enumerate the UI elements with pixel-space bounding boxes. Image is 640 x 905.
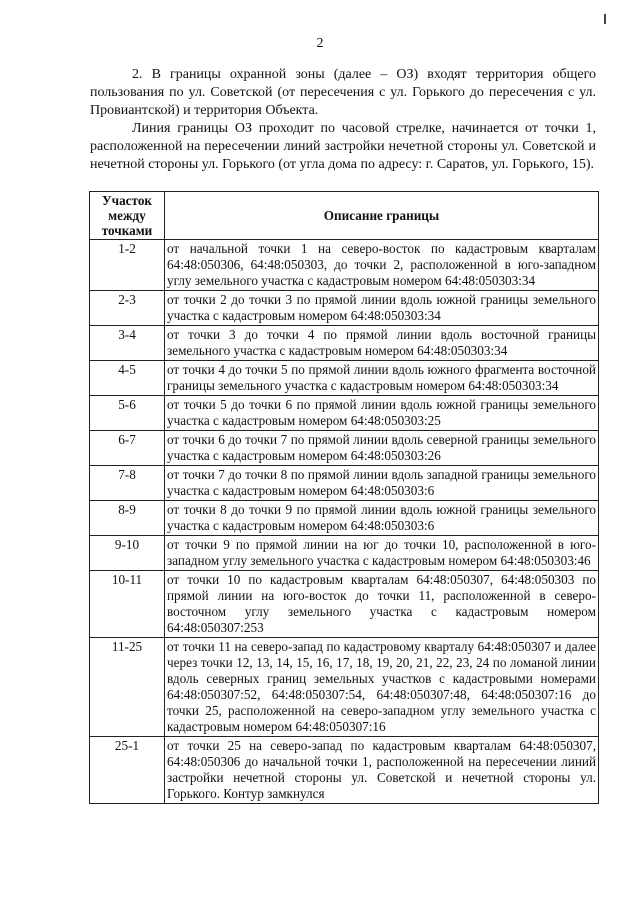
description-cell: от точки 10 по кадастровым кварталам 64:48:050307, 64:48:050303 по прямой линии на юго-восток до точки 11, расположенной в северо-восточном углу земельного участка с кадастровым номером 64:48:050307:253 bbox=[165, 571, 599, 638]
table-row bbox=[90, 291, 599, 326]
table-row bbox=[90, 737, 599, 804]
table-row bbox=[90, 536, 599, 571]
segment-cell: 11-25 bbox=[90, 638, 165, 737]
segment-cell: 5-6 bbox=[90, 396, 165, 431]
description-cell: от точки 6 до точки 7 по прямой линии вдоль северной границы земельного участка с кадастровым номером 64:48:050303:26 bbox=[165, 431, 599, 466]
segment-cell: 1-2 bbox=[90, 240, 165, 291]
description-cell: от точки 2 до точки 3 по прямой линии вдоль южной границы земельного участка с кадастровым номером 64:48:050303:34 bbox=[165, 291, 599, 326]
intro-text bbox=[90, 66, 596, 174]
segment-cell: 25-1 bbox=[90, 737, 165, 804]
page-number: 2 bbox=[316, 36, 324, 51]
description-cell: от точки 11 на северо-запад по кадастровому кварталу 64:48:050307 и далее через точки 12, 13, 14, 15, 16, 17, 18, 19, 20, 21, 22, 23, 24 по ломаной линии вдоль северных границ земельных участков с кадастровыми номерами 64:48:050307:52, 64:48:050307:54, 64:48:050307:48, 64:48:050307:16 до точки 25, расположенной на северо-западном углу земельного участка с кадастровым номером 64:48:050307:16 bbox=[165, 638, 599, 737]
table-header-row bbox=[90, 192, 599, 240]
segment-cell: 6-7 bbox=[90, 431, 165, 466]
description-cell: от точки 3 до точки 4 по прямой линии вдоль восточной границы земельного участка с кадастровым номером 64:48:050303:34 bbox=[165, 326, 599, 361]
table-row bbox=[90, 466, 599, 501]
border-description-table bbox=[89, 191, 599, 804]
table-row bbox=[90, 240, 599, 291]
description-cell: от начальной точки 1 на северо-восток по кадастровым кварталам 64:48:050306, 64:48:050303, до точки 2, расположенной в юго-западном углу земельного участка с кадастровым номером 64:48:050303:34 bbox=[165, 240, 599, 291]
header-segment: Участок между точками bbox=[90, 192, 165, 240]
scan-mark bbox=[604, 14, 606, 24]
description-cell: от точки 5 до точки 6 по прямой линии вдоль южной границы земельного участка с кадастровым номером 64:48:050303:25 bbox=[165, 396, 599, 431]
description-cell: от точки 25 на северо-запад по кадастровым кварталам 64:48:050307, 64:48:050306 до начальной точки 1, расположенной на пересечении линий застройки нечетной стороны ул. Советской и нечетной стороны ул. Горького. Контур замкнулся bbox=[165, 737, 599, 804]
segment-cell: 9-10 bbox=[90, 536, 165, 571]
segment-cell: 10-11 bbox=[90, 571, 165, 638]
description-cell: от точки 8 до точки 9 по прямой линии вдоль южной границы земельного участка с кадастровым номером 64:48:050303:6 bbox=[165, 501, 599, 536]
table-row bbox=[90, 431, 599, 466]
intro-paragraph-border-line: Линия границы ОЗ проходит по часовой стрелке, начинается от точки 1, расположенной на пересечении линий застройки нечетной стороны ул. Советской и нечетной стороны ул. Горького (от угла дома по адресу: г. Саратов, ул. Горького, 15). bbox=[90, 121, 596, 172]
segment-cell: 3-4 bbox=[90, 326, 165, 361]
intro-paragraph-zone: 2. В границы охранной зоны (далее – ОЗ) входят территория общего пользования по ул. Советской (от пересечения с ул. Горького до пересечения с ул. Провиантской) и территория Объекта. bbox=[90, 67, 596, 118]
table-row bbox=[90, 638, 599, 737]
table-row bbox=[90, 396, 599, 431]
header-description: Описание границы bbox=[165, 192, 599, 240]
segment-cell: 2-3 bbox=[90, 291, 165, 326]
table-row bbox=[90, 571, 599, 638]
table-row bbox=[90, 361, 599, 396]
description-cell: от точки 4 до точки 5 по прямой линии вдоль южного фрагмента восточной границы земельного участка с кадастровым номером 64:48:050303:34 bbox=[165, 361, 599, 396]
segment-cell: 4-5 bbox=[90, 361, 165, 396]
description-cell: от точки 7 до точки 8 по прямой линии вдоль западной границы земельного участка с кадастровым номером 64:48:050303:6 bbox=[165, 466, 599, 501]
segment-cell: 7-8 bbox=[90, 466, 165, 501]
table-row bbox=[90, 501, 599, 536]
table-row bbox=[90, 326, 599, 361]
segment-cell: 8-9 bbox=[90, 501, 165, 536]
description-cell: от точки 9 по прямой линии на юг до точки 10, расположенной в юго-западном углу земельного участка с кадастровым номером 64:48:050303:46 bbox=[165, 536, 599, 571]
